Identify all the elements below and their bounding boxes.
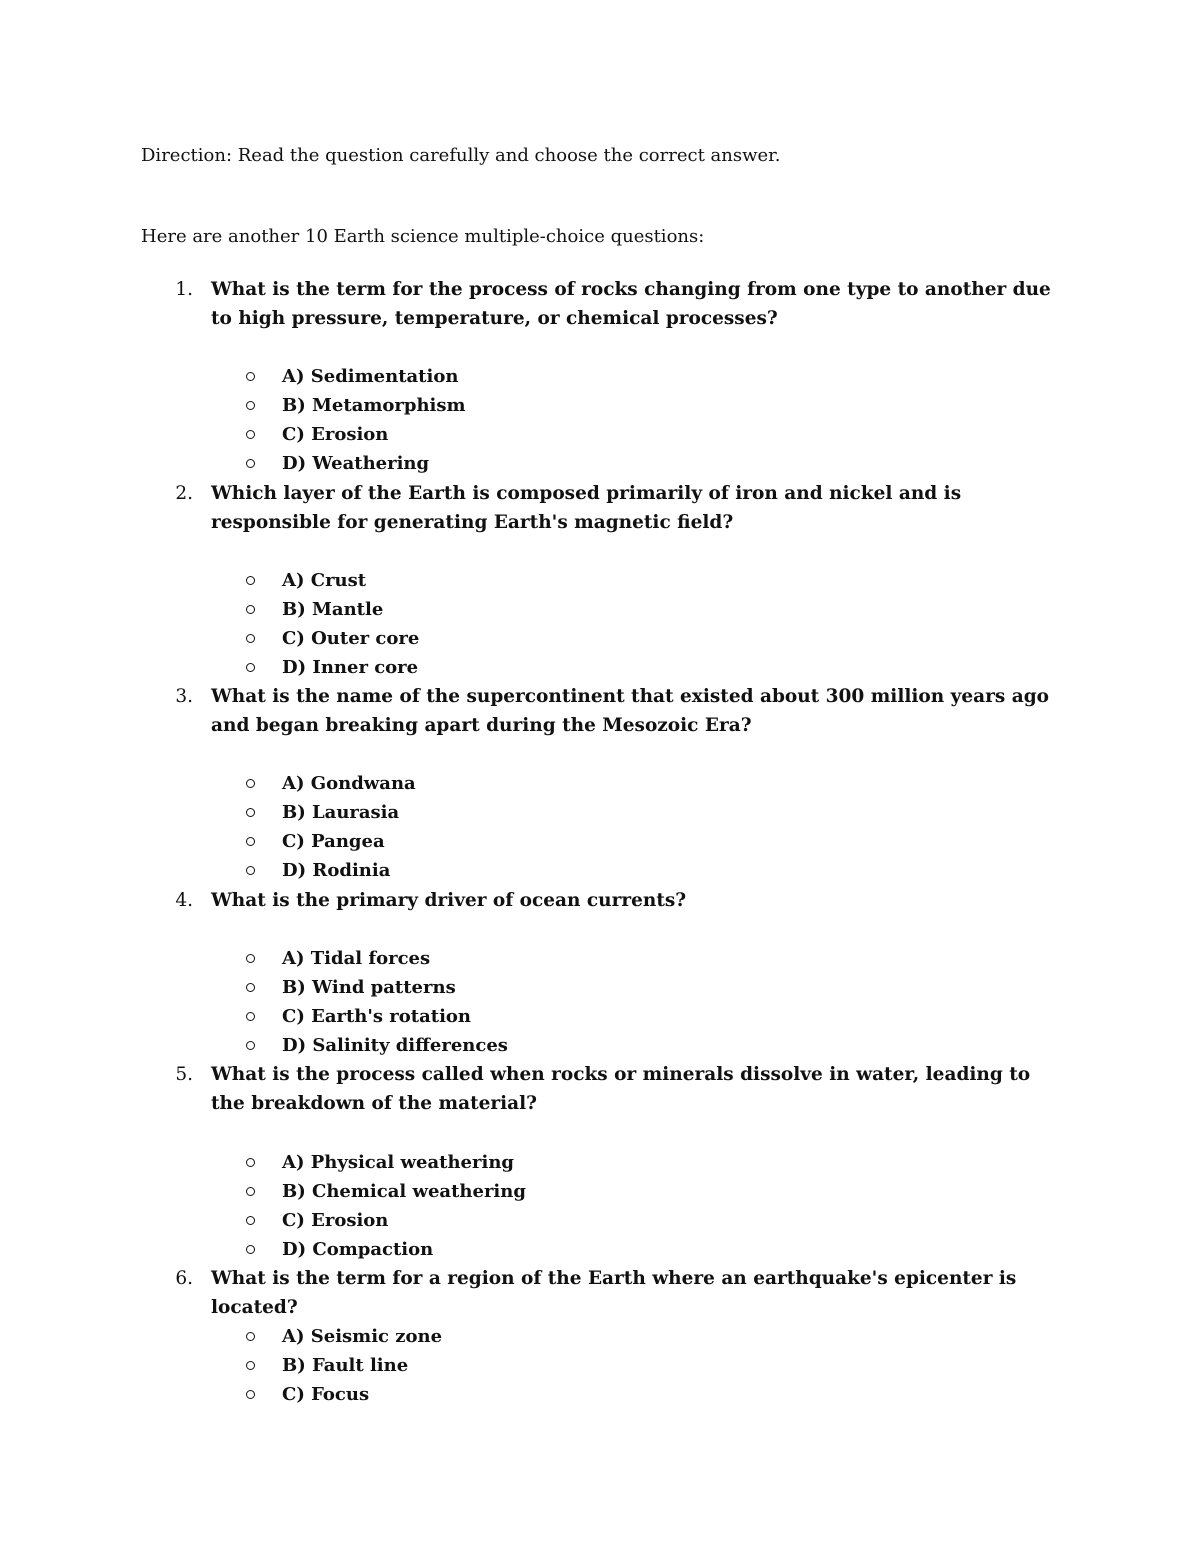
option-item — [246, 769, 416, 798]
option-label: C) Pangea — [282, 831, 385, 852]
option-item — [246, 1148, 526, 1177]
option-label: D) Salinity differences — [282, 1035, 508, 1056]
intro-text: Here are another 10 Earth science multiple-choice questions: — [141, 226, 705, 247]
option-label: A) Sedimentation — [282, 366, 459, 387]
circle-bullet-icon — [246, 605, 255, 614]
question-text: What is the process called when rocks or minerals dissolve in water, leading to the breakdown of the material? — [211, 1064, 1031, 1114]
question-2 — [141, 479, 1061, 537]
circle-bullet-icon — [246, 372, 255, 381]
circle-bullet-icon — [246, 1041, 255, 1050]
question-number: 4. — [175, 890, 193, 911]
option-label: A) Physical weathering — [282, 1152, 514, 1173]
question-6-options — [246, 1322, 442, 1409]
circle-bullet-icon — [246, 459, 255, 468]
option-item — [246, 1235, 526, 1264]
option-label: C) Focus — [282, 1384, 370, 1405]
circle-bullet-icon — [246, 954, 255, 963]
option-item — [246, 1351, 442, 1380]
option-item — [246, 827, 416, 856]
circle-bullet-icon — [246, 1361, 255, 1370]
option-label: C) Erosion — [282, 424, 389, 445]
question-1-options — [246, 362, 466, 478]
option-item — [246, 1002, 508, 1031]
option-label: A) Tidal forces — [282, 948, 431, 969]
option-item — [246, 449, 466, 478]
option-item — [246, 420, 466, 449]
circle-bullet-icon — [246, 866, 255, 875]
circle-bullet-icon — [246, 430, 255, 439]
option-item — [246, 1206, 526, 1235]
question-number: 1. — [175, 279, 193, 300]
circle-bullet-icon — [246, 983, 255, 992]
question-text: What is the term for the process of rocks changing from one type to another due to high pressure, temperature, or chemical processes? — [211, 279, 1051, 329]
circle-bullet-icon — [246, 808, 255, 817]
option-label: C) Erosion — [282, 1210, 389, 1231]
question-text: What is the primary driver of ocean currents? — [211, 890, 687, 911]
question-3-options — [246, 769, 416, 885]
option-item — [246, 1177, 526, 1206]
question-5 — [141, 1060, 1061, 1118]
question-text: What is the name of the supercontinent that existed about 300 million years ago and began breaking apart during the Mesozoic Era? — [211, 686, 1050, 736]
option-item — [246, 1380, 442, 1409]
question-text: Which layer of the Earth is composed primarily of iron and nickel and is responsible for generating Earth's magnetic field? — [211, 483, 962, 533]
option-label: D) Inner core — [282, 657, 419, 678]
circle-bullet-icon — [246, 1216, 255, 1225]
option-label: B) Chemical weathering — [282, 1181, 526, 1202]
option-item — [246, 391, 466, 420]
option-item — [246, 653, 419, 682]
question-6 — [141, 1264, 1061, 1322]
circle-bullet-icon — [246, 837, 255, 846]
option-item — [246, 1322, 442, 1351]
option-item — [246, 798, 416, 827]
option-item — [246, 566, 419, 595]
option-item — [246, 1031, 508, 1060]
question-number: 2. — [175, 483, 193, 504]
circle-bullet-icon — [246, 1332, 255, 1341]
option-label: B) Wind patterns — [282, 977, 456, 998]
circle-bullet-icon — [246, 1390, 255, 1399]
option-item — [246, 973, 508, 1002]
option-label: B) Fault line — [282, 1355, 409, 1376]
option-item — [246, 624, 419, 653]
option-label: C) Earth's rotation — [282, 1006, 471, 1027]
circle-bullet-icon — [246, 634, 255, 643]
option-item — [246, 944, 508, 973]
option-label: A) Crust — [282, 570, 367, 591]
circle-bullet-icon — [246, 1187, 255, 1196]
question-5-options — [246, 1148, 526, 1264]
question-number: 6. — [175, 1268, 193, 1289]
option-item — [246, 595, 419, 624]
circle-bullet-icon — [246, 401, 255, 410]
question-text: What is the term for a region of the Earth where an earthquake's epicenter is located? — [211, 1268, 1017, 1318]
question-number: 5. — [175, 1064, 193, 1085]
circle-bullet-icon — [246, 663, 255, 672]
option-label: D) Rodinia — [282, 860, 391, 881]
option-label: A) Seismic zone — [282, 1326, 443, 1347]
option-label: A) Gondwana — [282, 773, 416, 794]
option-label: B) Mantle — [282, 599, 384, 620]
circle-bullet-icon — [246, 1245, 255, 1254]
question-4 — [141, 886, 1061, 915]
question-1 — [141, 275, 1061, 333]
option-item — [246, 856, 416, 885]
question-3 — [141, 682, 1061, 740]
circle-bullet-icon — [246, 1012, 255, 1021]
option-item — [246, 362, 466, 391]
question-4-options — [246, 944, 508, 1060]
option-label: D) Compaction — [282, 1239, 434, 1260]
direction-text: Direction: Read the question carefully and choose the correct answer. — [141, 145, 781, 166]
circle-bullet-icon — [246, 1158, 255, 1167]
option-label: C) Outer core — [282, 628, 420, 649]
question-2-options — [246, 566, 419, 682]
circle-bullet-icon — [246, 779, 255, 788]
option-label: B) Laurasia — [282, 802, 400, 823]
option-label: B) Metamorphism — [282, 395, 466, 416]
question-number: 3. — [175, 686, 193, 707]
option-label: D) Weathering — [282, 453, 430, 474]
circle-bullet-icon — [246, 576, 255, 585]
